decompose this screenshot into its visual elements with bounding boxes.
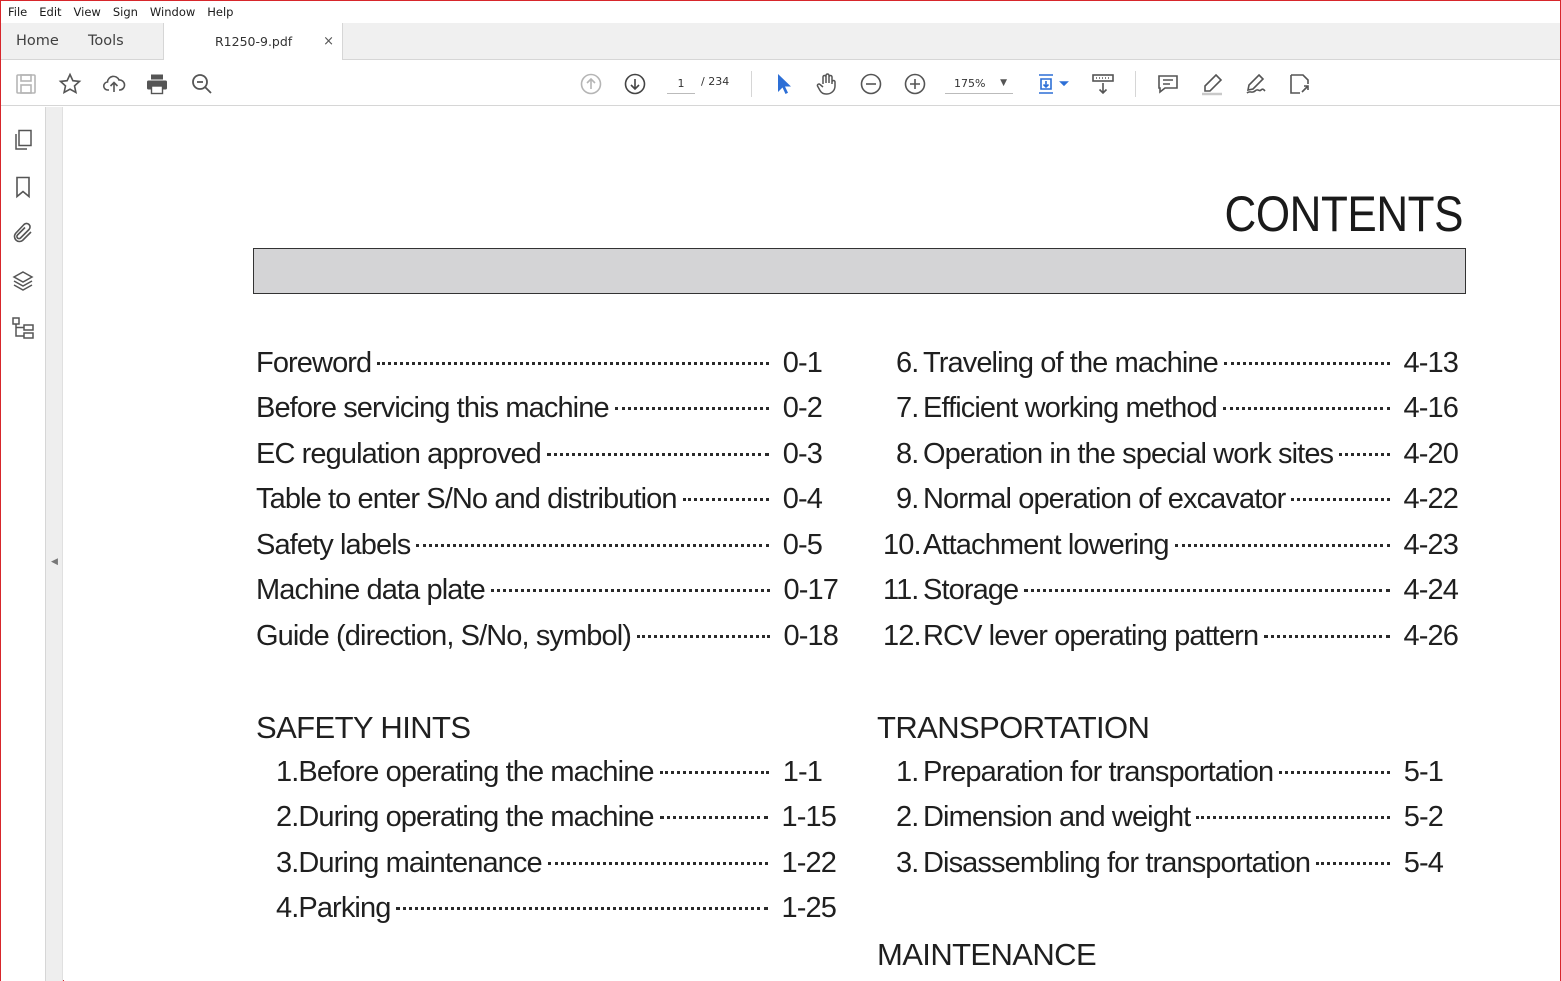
leader-dots <box>416 544 768 547</box>
toc-entry-label: Safety labels <box>256 529 411 561</box>
leader-dots <box>1264 635 1389 638</box>
toc-entry-number: 3. <box>276 847 299 879</box>
save-icon[interactable] <box>13 71 39 97</box>
toc-entry[interactable] <box>276 892 836 928</box>
menu-view[interactable]: View <box>73 5 101 19</box>
tab-home[interactable]: Home <box>16 33 59 49</box>
leader-dots <box>547 453 769 456</box>
page-up-icon[interactable] <box>578 71 604 97</box>
navigation-pane <box>1 107 46 981</box>
leader-dots <box>1224 362 1390 365</box>
leader-dots <box>683 498 769 501</box>
section-heading-maintenance: MAINTENANCE <box>877 937 1097 972</box>
scroll-mode-icon[interactable] <box>1090 71 1116 97</box>
select-arrow-icon[interactable] <box>770 71 796 97</box>
section-heading-safety-hints: SAFETY HINTS <box>256 710 471 745</box>
tab-tools[interactable]: Tools <box>88 33 124 49</box>
toc-entry-label: Before operating the machine <box>298 756 654 788</box>
toc-entry[interactable] <box>256 347 822 383</box>
document-tab-label: R1250-9.pdf <box>215 34 293 49</box>
toc-entry-number: 4. <box>276 892 299 924</box>
toc-entry[interactable] <box>256 529 822 565</box>
toc-entry-number: 12. <box>883 620 921 652</box>
toc-entry-page: 4-24 <box>1403 574 1458 606</box>
structure-icon[interactable] <box>11 316 35 340</box>
toc-entry-number: 9. <box>896 483 919 515</box>
toc-entry-label: Normal operation of excavator <box>923 483 1286 515</box>
toc-entry-label: Dimension and weight <box>923 801 1191 833</box>
toc-entry[interactable] <box>256 392 822 428</box>
toc-entry[interactable] <box>883 574 1458 610</box>
toc-entry-page: 0-5 <box>782 529 822 561</box>
toc-entry-page: 1-1 <box>782 756 822 788</box>
leader-dots <box>1291 498 1389 501</box>
document-viewport <box>64 107 1560 981</box>
toc-entry-page: 5-4 <box>1403 847 1443 879</box>
leader-dots <box>615 407 769 410</box>
toc-entry-page: 4-22 <box>1403 483 1458 515</box>
sign-icon[interactable] <box>1243 71 1269 97</box>
toc-entry[interactable] <box>256 483 822 519</box>
layers-icon[interactable] <box>11 269 35 293</box>
close-tab-icon[interactable]: × <box>323 34 334 49</box>
hand-icon[interactable] <box>814 71 840 97</box>
upload-icon[interactable] <box>101 71 127 97</box>
fit-page-icon[interactable] <box>1035 71 1071 97</box>
toc-entry-label: Storage <box>923 574 1019 606</box>
page-total-label: / 234 <box>701 75 730 88</box>
toc-entry-label: Attachment lowering <box>923 529 1169 561</box>
leader-dots <box>377 362 768 365</box>
tab-document[interactable] <box>163 23 343 60</box>
toolbar-divider <box>1135 71 1136 97</box>
toc-entry[interactable] <box>896 392 1458 428</box>
star-icon[interactable] <box>57 71 83 97</box>
attachment-icon[interactable] <box>11 221 35 245</box>
toc-entry[interactable] <box>896 347 1458 383</box>
toc-entry-number: 6. <box>896 347 919 379</box>
menu-sign[interactable]: Sign <box>112 5 138 19</box>
leader-dots <box>396 907 767 910</box>
toc-entry[interactable] <box>896 847 1443 883</box>
toc-entry[interactable] <box>883 529 1458 565</box>
toc-entry[interactable] <box>883 620 1458 656</box>
menu-bar <box>1 1 1560 23</box>
toc-entry-number: 1. <box>276 756 299 788</box>
toc-entry-label: EC regulation approved <box>256 438 541 470</box>
leader-dots <box>1279 771 1390 774</box>
toc-entry-label: During maintenance <box>298 847 542 879</box>
toc-entry-label: Table to enter S/No and distribution <box>256 483 677 515</box>
toc-entry-label: Foreword <box>256 347 372 379</box>
toc-entry[interactable] <box>256 620 838 656</box>
zoom-in-icon[interactable] <box>902 71 928 97</box>
toc-entry-page: 4-23 <box>1403 529 1458 561</box>
page-number-input[interactable]: 1 <box>667 73 695 94</box>
leader-dots <box>637 635 770 638</box>
toc-entry-label: Parking <box>298 892 391 924</box>
toc-entry[interactable] <box>896 756 1443 792</box>
zoom-level-value: 175% <box>954 77 986 90</box>
leader-dots <box>1196 816 1389 819</box>
toc-entry-page: 4-20 <box>1403 438 1458 470</box>
leader-dots <box>660 816 768 819</box>
toolbar <box>1 61 1560 106</box>
toc-entry[interactable] <box>256 574 838 610</box>
section-heading-transportation: TRANSPORTATION <box>877 710 1150 745</box>
toc-entry[interactable] <box>276 756 822 792</box>
toc-entry-number: 8. <box>896 438 919 470</box>
toc-entry-label: Operation in the special work sites <box>923 438 1334 470</box>
toc-entry-page: 4-13 <box>1403 347 1458 379</box>
leader-dots <box>1175 544 1390 547</box>
zoom-level-select[interactable] <box>945 73 1013 94</box>
toc-entry-page: 0-17 <box>783 574 838 606</box>
leader-dots <box>1316 862 1390 865</box>
toc-entry-page: 5-1 <box>1403 756 1443 788</box>
toc-entry-label: Before servicing this machine <box>256 392 609 424</box>
toc-entry-label: Machine data plate <box>256 574 485 606</box>
toc-entry-page: 1-15 <box>781 801 836 833</box>
toc-entry[interactable] <box>896 438 1458 474</box>
toc-entry-page: 5-2 <box>1403 801 1443 833</box>
toc-entry-label: Traveling of the machine <box>923 347 1218 379</box>
toc-entry-number: 2. <box>276 801 299 833</box>
toc-entry-number: 3. <box>896 847 919 879</box>
leader-dots <box>491 589 770 592</box>
print-icon[interactable] <box>144 71 170 97</box>
page-down-icon[interactable] <box>622 71 648 97</box>
tab-row <box>1 23 1560 60</box>
toc-entry-page: 0-1 <box>782 347 822 379</box>
menu-window[interactable]: Window <box>149 5 196 19</box>
toc-entry-number: 1. <box>896 756 919 788</box>
toc-entry[interactable] <box>276 847 836 883</box>
toc-entry-page: 1-22 <box>781 847 836 879</box>
toc-entry[interactable] <box>896 483 1458 519</box>
menu-file[interactable]: File <box>8 5 28 19</box>
toc-entry[interactable] <box>896 801 1443 837</box>
toc-entry-page: 4-26 <box>1403 620 1458 652</box>
comment-icon[interactable] <box>1155 71 1181 97</box>
toc-entry-label: During operating the machine <box>298 801 654 833</box>
toc-entry[interactable] <box>256 438 822 474</box>
toc-entry-page: 1-25 <box>781 892 836 924</box>
menu-edit[interactable]: Edit <box>39 5 62 19</box>
toc-entry-page: 0-3 <box>782 438 822 470</box>
toc-entry-number: 11. <box>883 574 919 606</box>
toc-entry-page: 0-2 <box>782 392 822 424</box>
chevron-down-icon: ▼ <box>1000 78 1007 88</box>
title-banner <box>253 248 1466 294</box>
share-edit-icon[interactable] <box>1287 71 1313 97</box>
leader-dots <box>1024 589 1389 592</box>
toc-entry-label: Efficient working method <box>923 392 1217 424</box>
leader-dots <box>1223 407 1390 410</box>
pages-icon[interactable] <box>11 128 35 152</box>
page-title: CONTENTS <box>1224 186 1463 242</box>
toc-entry-number: 7. <box>896 392 919 424</box>
toc-entry-page: 0-18 <box>783 620 838 652</box>
toc-entry-label: RCV lever operating pattern <box>923 620 1259 652</box>
toolbar-divider <box>751 71 752 97</box>
zoom-out-icon[interactable] <box>858 71 884 97</box>
toc-entry-number: 2. <box>896 801 919 833</box>
leader-dots <box>660 771 769 774</box>
toc-entry-page: 4-16 <box>1403 392 1458 424</box>
toc-entry-label: Disassembling for transportation <box>923 847 1311 879</box>
bookmark-icon[interactable] <box>11 175 35 199</box>
toc-entry-number: 10. <box>883 529 921 561</box>
zoom-search-icon[interactable] <box>189 71 215 97</box>
toc-entry[interactable] <box>276 801 836 837</box>
leader-dots <box>1339 453 1389 456</box>
highlight-icon[interactable] <box>1199 71 1225 97</box>
collapse-arrow-icon: ◀ <box>51 557 58 567</box>
toc-entry-label: Guide (direction, S/No, symbol) <box>256 620 632 652</box>
toc-entry-label: Preparation for transportation <box>923 756 1274 788</box>
pane-collapse-handle[interactable] <box>46 107 63 981</box>
toc-entry-page: 0-4 <box>782 483 822 515</box>
menu-help[interactable]: Help <box>207 5 234 19</box>
leader-dots <box>548 862 768 865</box>
